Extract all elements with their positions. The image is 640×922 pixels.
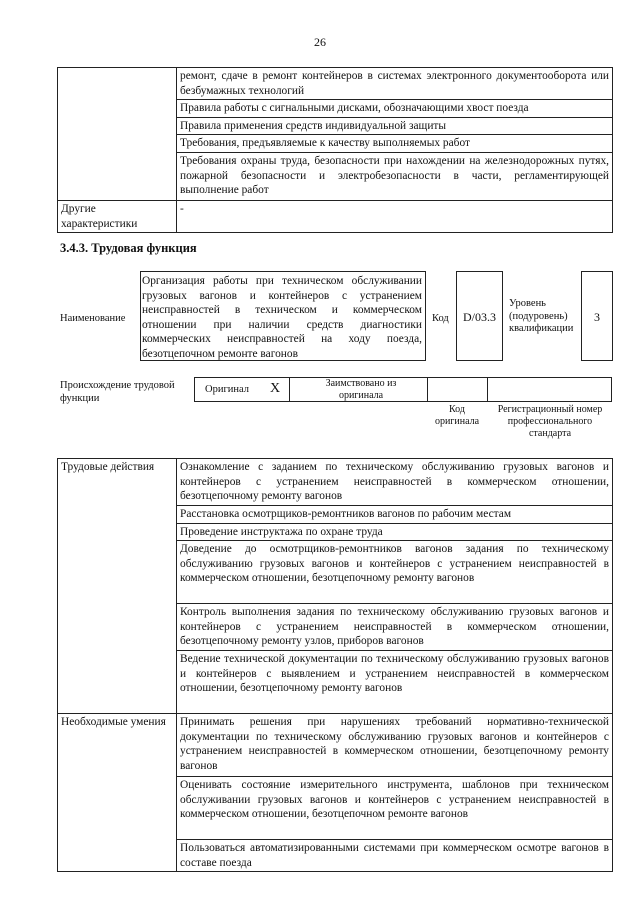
borrowed-label: Заимствовано из оригинала (325, 378, 397, 401)
table-cell (58, 117, 177, 135)
table-row (58, 523, 613, 541)
function-name: Организация работы при техническом обслуживании грузовых вагонов и контейнеров с устранением неисправностей в техническом и коммерческом отношении при наличии средств диагностики коммерческих неисправностей на ходу поезда, безотцепочном ремонте вагонов (142, 275, 422, 360)
table-cell (58, 506, 177, 524)
table-row (58, 459, 613, 506)
page-number: 26 (314, 35, 326, 49)
reg-caption: Регистрационный номер профессионального стандарта (497, 404, 603, 439)
code-label: Код (432, 313, 449, 324)
table-cell: Правила применения средств индивидуальной защиты (177, 117, 613, 135)
table-cell: Пользоваться автоматизированными системами при коммерческом осмотре вагонов в составе поезда (177, 840, 613, 872)
section-title: 3.4.3. Трудовая функция (60, 241, 197, 255)
original-label: Оригинал (205, 384, 249, 395)
table-cell: Оценивать состояние измерительного инструмента, шаблонов при техническом обслуживании грузовых вагонов и контейнеров с устранением неисправностей в коммерческом отношении, безотцепочном ремонте вагонов (177, 777, 613, 840)
table-row (58, 840, 613, 872)
table-row (58, 117, 613, 135)
table-cell (58, 135, 177, 153)
table-cell: Ознакомление с заданием по техническому обслуживанию грузовых вагонов и контейнеров с устранением неисправностей в коммерческом отношении, безотцепочному ремонту вагонов (177, 459, 613, 506)
table-cell (58, 541, 177, 604)
origin-divider-1 (289, 377, 290, 402)
main-table (57, 458, 613, 872)
table-cell: Правила работы с сигнальными дисками, обозначающими хвост поезда (177, 100, 613, 118)
table-row (58, 651, 613, 714)
original-mark: X (270, 381, 281, 396)
table-cell: Контроль выполнения задания по техническому обслуживанию грузовых вагонов и контейнеров с устранением неисправностей в коммерческом отношении, безотцепочному ремонту узлов, приборов вагонов (177, 604, 613, 651)
origin-divider-3 (487, 377, 488, 402)
table-row (58, 604, 613, 651)
table-cell: Требования, предъявляемые к качеству выполняемых работ (177, 135, 613, 153)
table-row (58, 152, 613, 200)
table-cell (58, 523, 177, 541)
level-label: Уровень (подуровень) квалификации (509, 298, 574, 334)
table-row (58, 506, 613, 524)
table-cell (58, 152, 177, 200)
code-value: D/03.3 (463, 310, 496, 324)
table-cell: Трудовые действия (58, 459, 177, 506)
code-caption: Код оригинала (434, 404, 480, 427)
table-row (58, 777, 613, 840)
table-cell: Необходимые умения (58, 714, 177, 777)
table-cell: Принимать решения при нарушениях требований нормативно-технической документации по техническому обслуживанию грузовых вагонов и контейнеров с устранением неисправностей в коммерческом отношении, безотцепочному ремонту вагонов (177, 714, 613, 777)
table-cell: - (177, 200, 613, 232)
top-table (57, 67, 613, 233)
table-cell (58, 777, 177, 840)
table-cell (58, 651, 177, 714)
origin-label: Происхождение трудовой функции (60, 380, 175, 404)
table-cell (58, 840, 177, 872)
table-cell: Требования охраны труда, безопасности при нахождении на железнодорожных путях, пожарной безопасности и электробезопасности в части, регламентирующей выполнение работ (177, 152, 613, 200)
table-cell: Расстановка осмотрщиков-ремонтников вагонов по рабочим местам (177, 506, 613, 524)
table-cell (58, 100, 177, 118)
table-row (58, 135, 613, 153)
origin-divider-2 (427, 377, 428, 402)
table-row (58, 200, 613, 232)
table-cell (58, 68, 177, 100)
table-cell: Проведение инструктажа по охране труда (177, 523, 613, 541)
name-label: Наименование (60, 313, 126, 324)
table-row (58, 100, 613, 118)
level-value: 3 (594, 310, 600, 324)
table-cell: ремонт, сдаче в ремонт контейнеров в системах электронного документооборота или безбумажных технологий (177, 68, 613, 100)
table-cell (58, 604, 177, 651)
table-row (58, 714, 613, 777)
table-cell: Ведение технической документации по техническому обслуживанию грузовых вагонов и контейнеров с выявлением и устранением неисправностей в коммерческом отношении, безотцепочному ремонту вагонов (177, 651, 613, 714)
table-row (58, 541, 613, 604)
table-cell: Доведение до осмотрщиков-ремонтников вагонов задания по техническому обслуживанию грузовых вагонов и контейнеров с устранением неисправностей в коммерческом отношении, безотцепочному ремонту вагонов (177, 541, 613, 604)
table-cell: Другие характеристики (58, 200, 177, 232)
table-row (58, 68, 613, 100)
